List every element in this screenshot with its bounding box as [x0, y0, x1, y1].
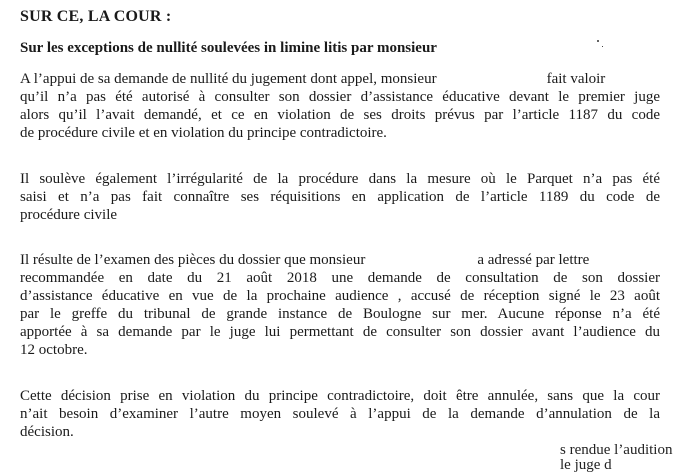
text-fragment: Il résulte de l’examen des pièces du dossier que monsieur — [20, 252, 366, 268]
text-line: apportée à sa demande par le juge lui permettant de consulter son dossier avant l’audience du — [20, 324, 660, 340]
text-fragment: fait valoir — [546, 71, 606, 87]
text-line: 12 octobre. — [20, 342, 88, 358]
section-heading: SUR CE, LA COUR : — [20, 8, 172, 25]
paragraph-examination — [20, 251, 660, 359]
text-line: Il soulève également l’irrégularité de la procédure dans la mesure où le Parquet n’a pas été — [20, 171, 660, 187]
text-line: procédure civile — [20, 207, 118, 223]
scan-artifact — [602, 46, 603, 47]
text-line: par le greffe du tribunal de grande instance de Boulogne sur mer. Aucune réponse n’a été — [20, 306, 660, 322]
section-subheading: Sur les exceptions de nullité soulevées in limine litis par monsieur — [20, 40, 437, 56]
text-line — [20, 70, 660, 88]
text-line: n’ait besoin d’examiner l’autre moyen soulevé à l’appui de la demande d’annulation de la — [20, 406, 660, 422]
text-line — [20, 251, 660, 269]
paragraph-irregularity — [20, 170, 660, 224]
text-fragment: A l’appui de sa demande de nullité du jugement dont appel, monsieur — [20, 71, 437, 87]
text-line: recommandée en date du 21 août 2018 une demande de consultation de son dossier — [20, 270, 660, 286]
text-line: qu’il n’a pas été autorisé à consulter son dossier d’assistance éducative devant le premier juge — [20, 89, 660, 105]
text-line: de procédure civile et en violation du principe contradictoire. — [20, 125, 387, 141]
scan-artifact — [597, 40, 599, 42]
text-line: saisi et n’a pas fait connaître ses réquisitions en application de l’article 1189 du code de — [20, 189, 660, 205]
text-line: décision. — [20, 424, 74, 440]
text-line: d’assistance éducative en vue de la prochaine audience , accusé de réception signé le 23 août — [20, 288, 660, 304]
text-line: Cette décision prise en violation du principe contradictoire, doit être annulée, sans que la cour — [20, 388, 660, 404]
text-fragment: a adressé par lettre — [477, 252, 590, 268]
cut-off-text-line: s rendue l’audition le juge d — [560, 442, 673, 473]
text-line: alors qu’il l’avait demandé, et ce en violation de ses droits prévus par l’article 1187 du code — [20, 107, 660, 123]
paragraph-nullity-request — [20, 70, 660, 142]
paragraph-annulment — [20, 387, 660, 441]
